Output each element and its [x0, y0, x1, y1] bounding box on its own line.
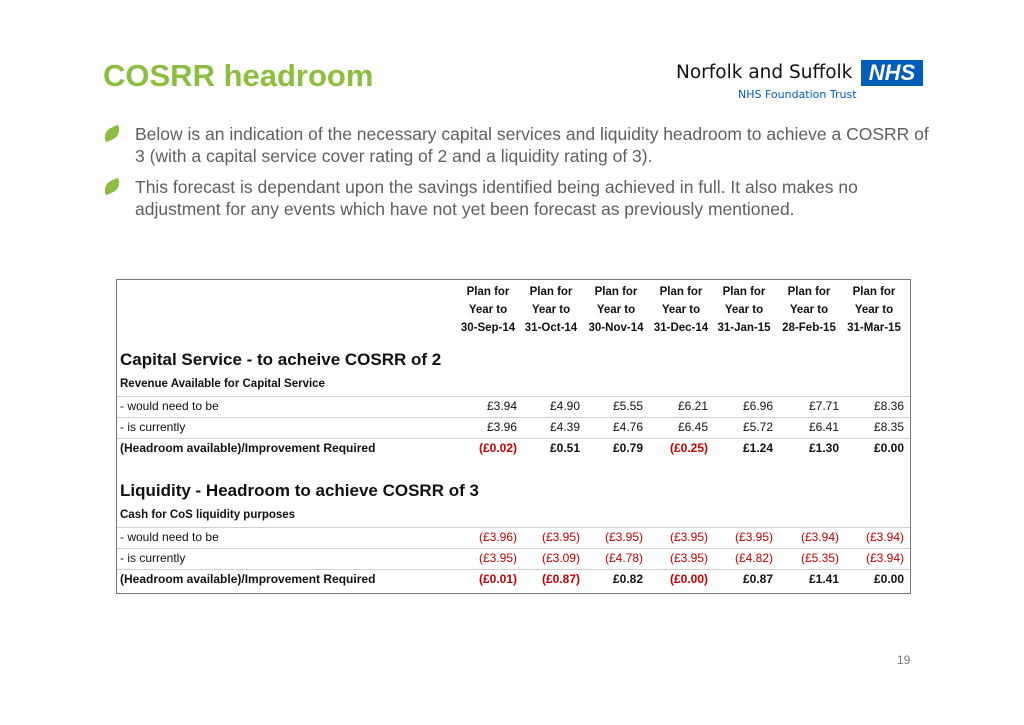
table-cell: £4.76 [612, 420, 643, 434]
column-header-line: 31-Dec-14 [653, 322, 709, 334]
table-cell: £0.79 [612, 441, 643, 455]
column-header-line: Year to [724, 304, 764, 316]
bullet-text: Below is an indication of the necessary capital services and liquidity headroom to achieve a COSRR of 3 (with a capital service cover rating of 2 and a liquidity rating of 3). [135, 124, 929, 166]
row-label: - would need to be [120, 399, 219, 413]
table-cell: £1.30 [808, 441, 839, 455]
table-cell: £3.96 [486, 420, 517, 434]
table-cell: (£0.01) [478, 572, 517, 586]
bullet-item [103, 124, 943, 167]
column-header-line: 30-Nov-14 [588, 322, 644, 334]
table-cell: (£3.95) [669, 530, 708, 544]
column-header-line: 28-Feb-15 [782, 322, 836, 334]
column-header-line: Year to [531, 304, 571, 316]
row-divider [117, 417, 910, 418]
table-cell: £7.71 [808, 399, 839, 413]
table-cell: (£0.02) [478, 441, 517, 455]
table-cell: (£3.96) [478, 530, 517, 544]
table-cell: (£3.95) [669, 551, 708, 565]
table-cell: (£3.09) [541, 551, 580, 565]
table-cell: (£0.87) [541, 572, 580, 586]
column-header-line: 31-Mar-15 [847, 322, 901, 334]
table-cell: (£4.82) [734, 551, 773, 565]
headroom-table [116, 279, 911, 594]
table-cell: (£3.95) [541, 530, 580, 544]
bullet-text: This forecast is dependant upon the savings identified being achieved in full. It also makes no adjustment for any events which have not yet been forecast as previously mentioned. [135, 177, 858, 219]
column-header [780, 283, 838, 337]
column-header-line: Year to [661, 304, 701, 316]
section-heading: Liquidity - Headroom to achieve COSRR of 3 [120, 481, 479, 500]
leaf-bullet-icon [102, 178, 123, 196]
column-header [652, 283, 710, 337]
section-subheading: Revenue Available for Capital Service [120, 378, 325, 390]
column-header [845, 283, 903, 337]
table-cell: £0.51 [549, 441, 580, 455]
slide-title: COSRR headroom [103, 58, 374, 93]
table-cell: (£0.25) [669, 441, 708, 455]
table-cell: (£3.94) [800, 530, 839, 544]
column-header-line: Year to [789, 304, 829, 316]
column-header-line: Plan for [659, 286, 703, 298]
column-header-line: 30-Sep-14 [460, 322, 516, 334]
table-cell: £0.87 [742, 572, 773, 586]
nhs-badge: NHS [861, 60, 923, 86]
table-cell: £4.39 [549, 420, 580, 434]
logo-trust-name: NHS Foundation Trust [738, 88, 857, 101]
table-cell: (£3.94) [865, 551, 904, 565]
column-header [522, 283, 580, 337]
column-header-line: Plan for [466, 286, 510, 298]
table-cell: £5.55 [612, 399, 643, 413]
table-cell: £4.90 [549, 399, 580, 413]
bullet-item [103, 177, 943, 220]
section-subheading: Cash for CoS liquidity purposes [120, 509, 296, 521]
table-cell: £3.94 [486, 399, 517, 413]
column-header-line: Year to [854, 304, 894, 316]
table-cell: £1.24 [742, 441, 773, 455]
table-cell: (£3.95) [478, 551, 517, 565]
column-header-line: 31-Jan-15 [717, 322, 771, 334]
table-cell: £8.35 [873, 420, 904, 434]
row-label: (Headroom available)/Improvement Required [120, 572, 376, 586]
column-header [587, 283, 645, 337]
column-header-line: Plan for [594, 286, 638, 298]
table-cell: £6.41 [808, 420, 839, 434]
column-header-line: Plan for [722, 286, 766, 298]
leaf-bullet-icon [102, 125, 123, 143]
table-cell: £5.72 [742, 420, 773, 434]
table-cell: £6.21 [677, 399, 708, 413]
column-header-line: Plan for [529, 286, 573, 298]
table-cell: £0.82 [612, 572, 643, 586]
column-header-line: Year to [596, 304, 636, 316]
row-label: (Headroom available)/Improvement Required [120, 441, 376, 455]
page-number: 19 [897, 653, 911, 667]
row-label: - would need to be [120, 530, 219, 544]
row-divider [117, 438, 910, 439]
column-header-line: 31-Oct-14 [524, 322, 578, 334]
table-cell: £1.41 [808, 572, 839, 586]
row-divider [117, 548, 910, 549]
table-cell: £6.45 [677, 420, 708, 434]
table-cell: £6.96 [742, 399, 773, 413]
row-label: - is currently [120, 551, 186, 565]
bullet-list [103, 124, 943, 230]
table-cell: £8.36 [873, 399, 904, 413]
row-divider [117, 569, 910, 570]
column-header-line: Plan for [852, 286, 896, 298]
table-cell: (£0.00) [669, 572, 708, 586]
row-divider [117, 396, 910, 397]
table-cell: (£3.95) [734, 530, 773, 544]
table-cell: (£5.35) [800, 551, 839, 565]
column-header [715, 283, 773, 337]
table-cell: (£3.95) [604, 530, 643, 544]
column-header-line: Year to [468, 304, 508, 316]
column-header [459, 283, 517, 337]
table-cell: £0.00 [873, 572, 904, 586]
table-cell: £0.00 [873, 441, 904, 455]
section-heading: Capital Service - to acheive COSRR of 2 [120, 350, 442, 369]
row-divider [117, 527, 910, 528]
table-cell: (£3.94) [865, 530, 904, 544]
table-cell: (£4.78) [604, 551, 643, 565]
nhs-trust-logo [676, 60, 926, 104]
row-label: - is currently [120, 420, 186, 434]
logo-org-name: Norfolk and Suffolk [676, 62, 853, 83]
column-header-line: Plan for [787, 286, 831, 298]
